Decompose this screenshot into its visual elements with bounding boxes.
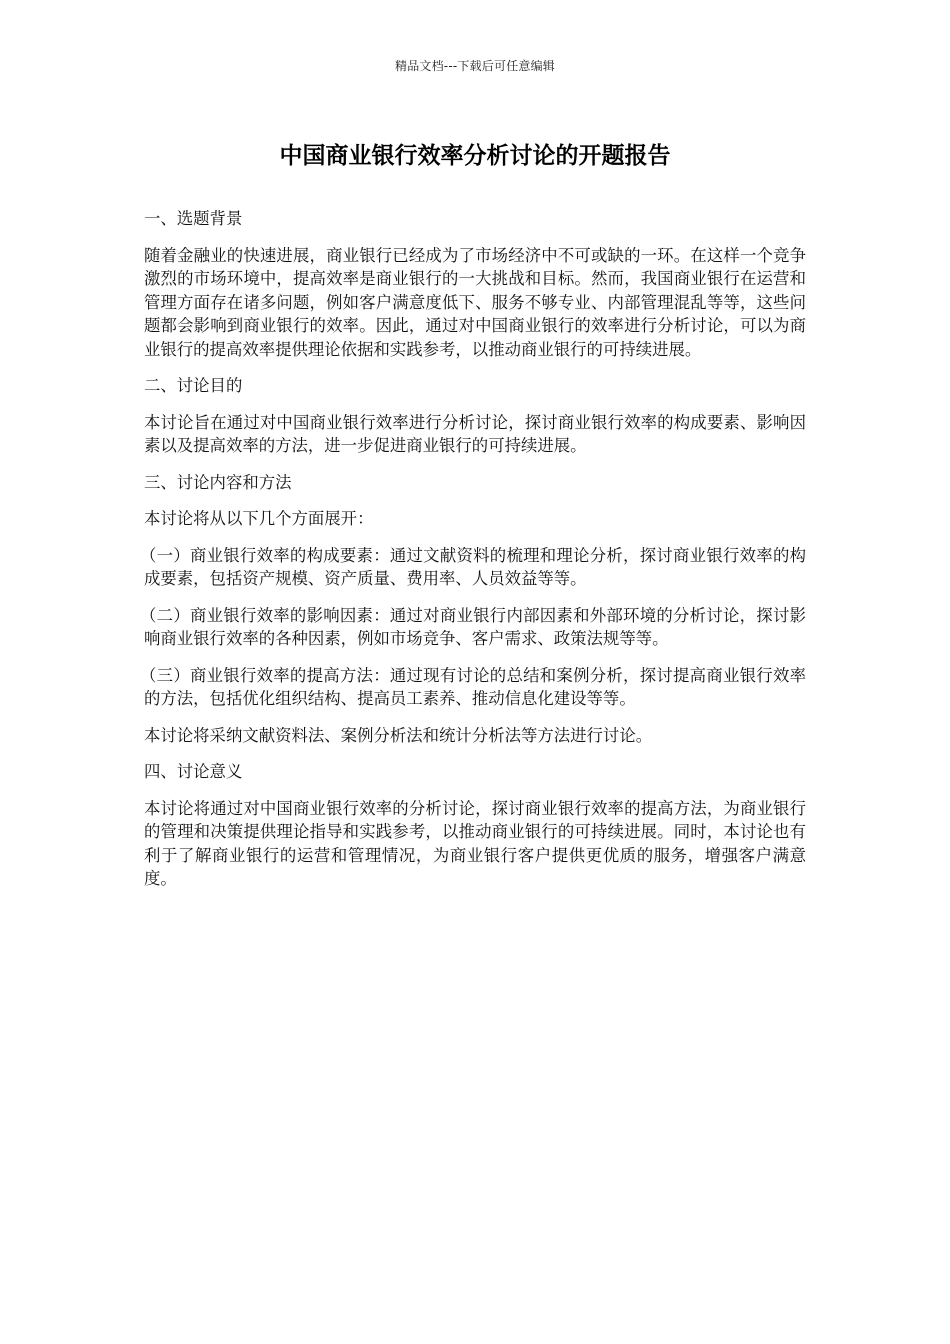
document-title: 中国商业银行效率分析讨论的开题报告 [279, 143, 671, 169]
document-body [140, 207, 806, 904]
paragraph-content-intro: 本讨论将从以下几个方面展开： [144, 509, 374, 528]
header-note: 精品文档---下载后可任意编辑 [395, 59, 555, 73]
paragraph-background: 随着金融业的快速进展，商业银行已经成为了市场经济中不可或缺的一环。在这样一个竞争激烈的市场环境中，提高效率是商业银行的一大挑战和目标。然而，我国商业银行在运营和管理方面存在诸多问题，例如客户满意度低下、服务不够专业、内部管理混乱等等，这些问题都会影响到商业银行的效率。因此，通过对中国商业银行的效率进行分析讨论，可以为商业银行的提高效率提供理论依据和实践参考，以推动商业银行的可持续进展。 [144, 245, 806, 359]
paragraph-item-2: （二）商业银行效率的影响因素：通过对商业银行内部因素和外部环境的分析讨论，探讨影响商业银行效率的各种因素，例如市场竞争、客户需求、政策法规等等。 [140, 605, 806, 648]
paragraph-item-3: （三）商业银行效率的提高方法：通过现有讨论的总结和案例分析，探讨提高商业银行效率的方法，包括优化组织结构、提高员工素养、推动信息化建设等等。 [140, 665, 806, 708]
section-heading-background: 一、选题背景 [144, 209, 243, 228]
paragraph-significance: 本讨论将通过对中国商业银行效率的分析讨论，探讨商业银行效率的提高方法，为商业银行的管理和决策提供理论指导和实践参考，以推动商业银行的可持续进展。同时，本讨论也有利于了解商业银行的运营和管理情况，为商业银行客户提供更优质的服务，增强客户满意度。 [144, 798, 806, 888]
paragraph-item-1: （一）商业银行效率的构成要素：通过文献资料的梳理和理论分析，探讨商业银行效率的构成要素，包括资产规模、资产质量、费用率、人员效益等等。 [140, 545, 806, 588]
section-heading-purpose: 二、讨论目的 [144, 376, 243, 395]
section-heading-significance: 四、讨论意义 [144, 762, 243, 781]
section-heading-content-methods: 三、讨论内容和方法 [144, 472, 292, 492]
paragraph-purpose: 本讨论旨在通过对中国商业银行效率进行分析讨论，探讨商业银行效率的构成要素、影响因素以及提高效率的方法，进一步促进商业银行的可持续进展。 [144, 412, 806, 455]
paragraph-methods: 本讨论将采纳文献资料法、案例分析法和统计分析法等方法进行讨论。 [144, 725, 653, 745]
